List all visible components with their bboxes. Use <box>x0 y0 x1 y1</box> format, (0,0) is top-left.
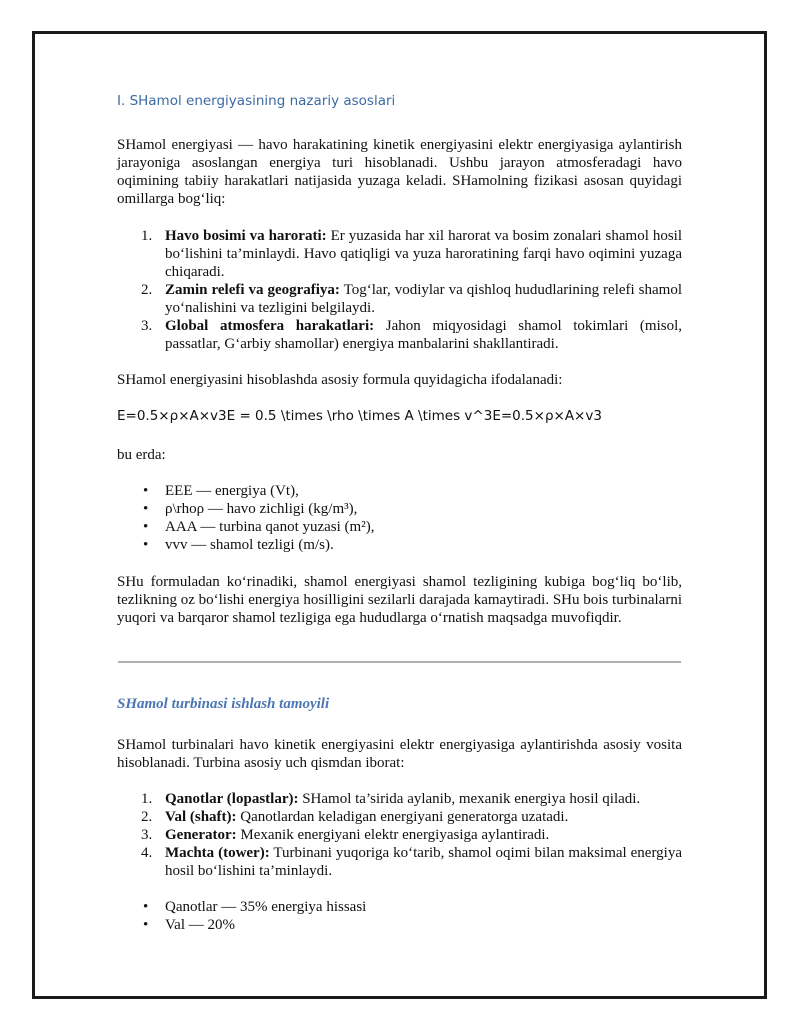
list-number: 3. <box>141 827 153 843</box>
intro-paragraph: SHamol energiyasi — havo harakatining kinetik energiyasini elektr energiyasiga aylantirish jarayoniga asoslangan energiya turi hisoblanadi. Ushbu jarayon atmosferadagi havo oqimining tabiiy harakatlari natijasida yuzaga keladi. SHamolning fizikasi asosan quyidagi omillarga bog‘liq: <box>117 137 682 207</box>
list-item-text: Qanotlardan keladigan energiyani generatorga uzatadi. <box>236 809 569 825</box>
variable-text: AAA — turbina qanot yuzasi (m²), <box>165 519 375 535</box>
variable-text: EEE — energiya (Vt), <box>165 483 299 499</box>
list-item <box>117 317 682 353</box>
list-item <box>117 916 682 934</box>
list-item <box>117 482 682 500</box>
list-number: 4. <box>141 845 153 861</box>
list-item-title: Global atmosfera harakatlari: <box>165 318 375 334</box>
section-heading: I. SHamol energiyasining nazariy asoslari <box>117 93 396 109</box>
list-number: 3. <box>141 318 153 334</box>
share-text: Qanotlar — 35% energiya hissasi <box>165 899 367 915</box>
conclusion-paragraph: SHu formuladan ko‘rinadiki, shamol energiyasi shamol tezligining kubiga bog‘liq bo‘lib, tezlikning oz bo‘lishi energiya hosilligini sezilarli darajada kamaytiradi. SHu bois turbinalarni yuqori va barqaror shamol tezligiga ega hududlarga o‘rnatish maqsadga muvofiqdir. <box>117 574 682 626</box>
formula-intro: SHamol energiyasini hisoblashda asosiy formula quyidagicha ifodalanadi: <box>117 372 563 388</box>
list-item <box>117 898 682 916</box>
list-item-title: Val (shaft): <box>165 809 237 825</box>
bullet: • <box>143 917 149 933</box>
formula-text: E=0.5×ρ×A×v3E = 0.5 \times \rho \times A \times v^3E=0.5×ρ×A×v3 <box>117 408 602 424</box>
turbine-parts-list <box>117 790 682 880</box>
bullet: • <box>143 483 149 499</box>
list-item <box>117 536 682 554</box>
list-item <box>117 281 682 317</box>
list-item-text: Tog‘lar, vodiylar va qishloq hududlarining relefi shamol yo‘nalishini va tezligini belgilaydi. <box>165 282 682 316</box>
list-item <box>117 790 682 808</box>
list-number: 2. <box>141 809 153 825</box>
list-item-title: Havo bosimi va harorati: <box>165 228 327 244</box>
list-item-text: Er yuzasida har xil harorat va bosim zonalari shamol hosil bo‘lishini ta’minlaydi. Havo qatiqligi va yuza haroratining farqi havo oqimini yuzaga chiqaradi. <box>165 228 682 280</box>
list-item-text: SHamol ta’sirida aylanib, mexanik energiya hosil qiladi. <box>298 791 641 807</box>
list-item <box>117 518 682 536</box>
list-number: 2. <box>141 282 153 298</box>
bullet: • <box>143 519 149 535</box>
list-item <box>117 826 682 844</box>
list-number: 1. <box>141 791 153 807</box>
subsection-heading: SHamol turbinasi ishlash tamoyili <box>117 696 330 712</box>
list-item <box>117 844 682 880</box>
list-number: 1. <box>141 228 153 244</box>
bullet: • <box>143 537 149 553</box>
share-text: Val — 20% <box>165 917 235 933</box>
variable-text: ρ\rhoρ — havo zichligi (kg/m³), <box>165 501 358 517</box>
list-item-title: Generator: <box>165 827 237 843</box>
turbine-intro-paragraph: SHamol turbinalari havo kinetik energiyasini elektr energiyasiga aylantirishda asosiy vosita hisoblanadi. Turbina asosiy uch qismdan iborat: <box>117 737 682 771</box>
list-item <box>117 227 682 281</box>
list-item-text: Mexanik energiyani elektr energiyasiga aylantiradi. <box>236 827 550 843</box>
list-item <box>117 808 682 826</box>
list-item <box>117 500 682 518</box>
bullet: • <box>143 899 149 915</box>
list-item-title: Qanotlar (lopastlar): <box>165 791 299 807</box>
variables-list <box>117 482 682 554</box>
factors-list <box>117 227 682 353</box>
where-label: bu erda: <box>117 447 166 463</box>
horizontal-divider <box>118 661 681 663</box>
variable-text: vvv — shamol tezligi (m/s). <box>165 537 334 553</box>
shares-list <box>117 898 682 934</box>
list-item-text: Turbinani yuqoriga ko‘tarib, shamol oqimi bilan maksimal energiya hosil bo‘lishini ta’minlaydi. <box>165 845 682 879</box>
list-item-title: Machta (tower): <box>165 845 270 861</box>
list-item-title: Zamin relefi va geografiya: <box>165 282 340 298</box>
bullet: • <box>143 501 149 517</box>
list-item-text: Jahon miqyosidagi shamol tokimlari (misol, passatlar, G‘arbiy shamollar) energiya manbalarini shakllantiradi. <box>165 318 682 352</box>
